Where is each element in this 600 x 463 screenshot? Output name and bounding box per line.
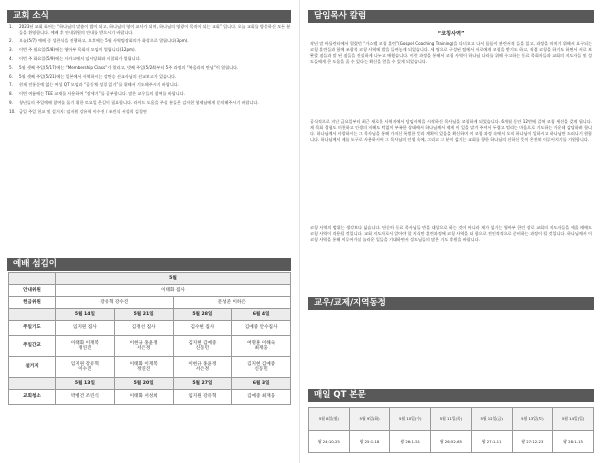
- table-row: [9, 297, 291, 309]
- duty-cell: 여명훈 이해숙 최재웅: [232, 336, 291, 357]
- table-row: [9, 285, 291, 297]
- news-section-title: 교회 소식: [7, 10, 291, 23]
- duty-cell: 이현규 홍윤정 서은정: [173, 357, 232, 378]
- news-item: 6. 5월 셋째 주일(5/21)에는 일본에서 사역하시는 강만승 선교사님의 선교보고가 있습니다.: [9, 73, 177, 79]
- table-row: [9, 273, 291, 285]
- news-item: 3. 이번 주 월요일(5/8)에는 영아부 목회자 모임이 열립니다(12pm).: [9, 47, 136, 53]
- qt-ref: 왕 27:1-11: [471, 431, 512, 453]
- qt-table: [308, 407, 594, 453]
- week-cell: 5월 20일: [114, 378, 173, 390]
- duty-cell: 박병건 조린식: [56, 390, 115, 405]
- week-cell: 5월 28일: [173, 309, 232, 321]
- offering-a: 강유혁 강수진: [56, 297, 174, 309]
- week-cell: 6월 3일: [232, 378, 291, 390]
- news-list: [9, 24, 294, 117]
- news-item: 10. 금일 주일 헌교 및 설거지: 임지원 강유혁 이수진 / 조린식 서성희 김경연: [9, 108, 147, 114]
- duty-cell: 김수현 집사: [173, 321, 232, 336]
- qt-ref: 왕 26:52-65: [431, 431, 472, 453]
- duty-cell: 이태화 이재복 정연진: [114, 357, 173, 378]
- qt-day: 5월 13일(토): [512, 408, 553, 431]
- news-item: 2. 오늘(5/7) 예배 중 성찬식을 진행하고, 오후에는 5월 사역팀장회의가 화상으로 열립니다(3pm).: [9, 38, 189, 44]
- right-page: [300, 0, 600, 463]
- week-cell: 5월 27일: [173, 378, 232, 390]
- duty-cell: 임지원 집사: [56, 321, 115, 336]
- column-paragraph: 코칭 사역의 범위는 생각보다 넓습니다. 단순히 동료 목사님들 만을 대상으로 하는 것이 아니라 제가 섬기는 영아부 한인 장로 교회의 지도자들을 세울 때에도 코칭 사역이 적용될 것입니다. 교회 지도자로서 알아야 할 지식만 훈련과정에 코칭 사역을 더 함으로 전인격적으로 준비하는 과정이 될 것입니다. 하나님께서 이 코칭 사역을 통해 이루어가실 놀라운 일들을 기대하면서 성도님들의 많은 기도 후원을 바랍니다.: [310, 225, 592, 242]
- week-cell: 5월 21일: [114, 309, 173, 321]
- duty-cell: 임지원 강유혁: [173, 390, 232, 405]
- table-row: [309, 408, 594, 431]
- table-row: [9, 309, 291, 321]
- table-row: [9, 321, 291, 336]
- duty-cell: 이태화 서성희: [114, 390, 173, 405]
- duty-table: [8, 272, 291, 405]
- column-paragraph: 공식적으로 지난 금요일부터 최근 새로운 사역지에서 담임사역을 시작하신 목사님을 코칭하게 되었습니다. 6개월 동안 12번에 걸쳐 코칭 세션을 갖게 됩니다. 제 목회 경험도 미천하고 인생의 지혜도 턱없이 부족한 상태에서 하나님께서 제게 이 일을 맡겨 주셔서 두렵고 떨리는 마음으로 기도하는 가운데 감당하려 합니다. 하나님께서 사랑하시는 그 목사님을 통해 가지신 특별한 뜻과 계획이 있음을 확신하며 이 코칭 과정 속에서 오직 하나님이 일하시고 하나님만 드러나기 원합니다. 하나님께서 제를 도구로 사용하시어 그 목사님의 인생 속에, 그리고 그 분이 섬기는 교회를 향한 하나님의 선하신 뜻이 온전히 이루어지기를 기원합니다.: [310, 119, 592, 142]
- qt-ref: 왕 27:12-23: [512, 431, 553, 453]
- column-paragraph: 작년 말 아틀란타에서 열렸던 “가스펠 코칭 훈련”(Gospel Coaching Training)을 다녀오고 나서 틈틈이 관련서적 들을 읽고, 과정을 마치기 위해서 요구되는 코칭 훈련들과 함께 조광석 코칭 사역에 발을 들여놓게 되었습니다. 세 명으로 구성된 팀에서 서로에게 코칭을 받기도 하고, 직접 코칭을 하기도 하면서 서로 보완할 점들과 말 된 점들을 진실하게 나누고 배웠습니다. 이런 과정을 통해서 코칭 사역이 하나님 나라를 위해 수고하는 동료 목회자들과 교회의 지도자들 및 성도들에게 큰 도움을 줄 수 있다는 확신을 얻을 수 있게 되었습니다.: [310, 41, 592, 64]
- table-row: [9, 390, 291, 405]
- table-row: [309, 431, 594, 453]
- duty-cell: 이태화 이재복 정연진: [56, 336, 115, 357]
- week-cell: 5월 14일: [56, 309, 115, 321]
- offering-b: 문성준 이하은: [173, 297, 291, 309]
- qt-ref: 왕 24:10-25: [309, 431, 350, 453]
- column-section-title: 담임목사 칼럼: [308, 10, 594, 23]
- table-row: [9, 378, 291, 390]
- month-cell: 5월: [56, 273, 291, 285]
- duty-cell: 김지현 김예중 신동민: [232, 357, 291, 378]
- table-row: [9, 336, 291, 357]
- offering-label: 헌금위원: [9, 297, 56, 309]
- table-row: [9, 357, 291, 378]
- usher-value: 이태화 집사: [56, 285, 291, 297]
- qt-day: 5월 8일(월): [309, 408, 350, 431]
- news-item: 7. 현재 전통문예 없는 여성 QT 모임과 “공동체 성경 읽기”를 위해서 기도해주시기 바랍니다.: [9, 82, 180, 88]
- qt-day: 5월 14일(일): [553, 408, 594, 431]
- qt-day: 5월 10일(수): [390, 408, 431, 431]
- qt-day: 5월 9일(화): [349, 408, 390, 431]
- news-item: 8. 이번 여름에는 TEE 교재를 사용하여 “장세기”를 공부합니다. 많은 교우들의 참여를 바랍니다.: [9, 91, 185, 97]
- duty-cell: 김예중 안수집사: [232, 321, 291, 336]
- week-cell: 6월 4일: [232, 309, 291, 321]
- news-item: 9. 청년들의 주일예배 참여를 돕기 위한 토요일 은길이 필요합니다. 라이드 도움을 주실 분들은 김지현 형제님에게 문의해주시기 바랍니다.: [9, 99, 259, 105]
- snack-label: 주일간교: [9, 336, 56, 357]
- duty-cell: 김예중 최재웅: [232, 390, 291, 405]
- news-item: 1. 2023년 교회 표어는 “하나님의 말씀이 밥이 되고, 하나님의 영이 교사가 되며, 하나님의 영광이 목적이 되는 교회” 입니다. 오늘 교회를 방문하신 모든 분들을 환영합니다. 예배 후 안내위원의 안내를 받으시기 바랍니다.: [9, 24, 291, 35]
- week-cell: 5월 13일: [56, 378, 115, 390]
- column-subtitle: “코칭사역”: [437, 31, 465, 37]
- qt-section-title: 매일 QT 본문: [308, 389, 594, 402]
- duty-section-title: 예배 섬김이: [7, 258, 291, 271]
- qt-day: 5월 12일(금): [471, 408, 512, 431]
- news-item: 5. 5월 셋째 주일(5/17)에는 “Membership Class”가 열리고, 넷째 주일(5/24)부터 5주 과정의 “복음과의 만남”이 열립니다.: [9, 64, 239, 70]
- exchange-section-title: 교우/교제/지역동정: [308, 297, 594, 310]
- dish-label: 설거지: [9, 357, 56, 378]
- news-item: 4. 이번 주 화요일(5/9)에는 시카고에서 임시당회와 시찰회가 열립니다.: [9, 55, 141, 61]
- qt-ref: 왕 26:1-51: [390, 431, 431, 453]
- prayer-label: 주일기도: [9, 321, 56, 336]
- duty-cell: 김지현 김예중 신동민: [173, 336, 232, 357]
- duty-cell: 김정선 집사: [114, 321, 173, 336]
- qt-ref: 왕 28:1-15: [553, 431, 594, 453]
- qt-day: 5월 11일(목): [431, 408, 472, 431]
- qt-ref: 왕 25:1-18: [349, 431, 390, 453]
- duty-cell: 임지원 강유혁 이수진: [56, 357, 115, 378]
- usher-label: 안내위원: [9, 285, 56, 297]
- duty-cell: 이현규 홍윤정 서은정: [114, 336, 173, 357]
- clean-label: 교회청소: [9, 390, 56, 405]
